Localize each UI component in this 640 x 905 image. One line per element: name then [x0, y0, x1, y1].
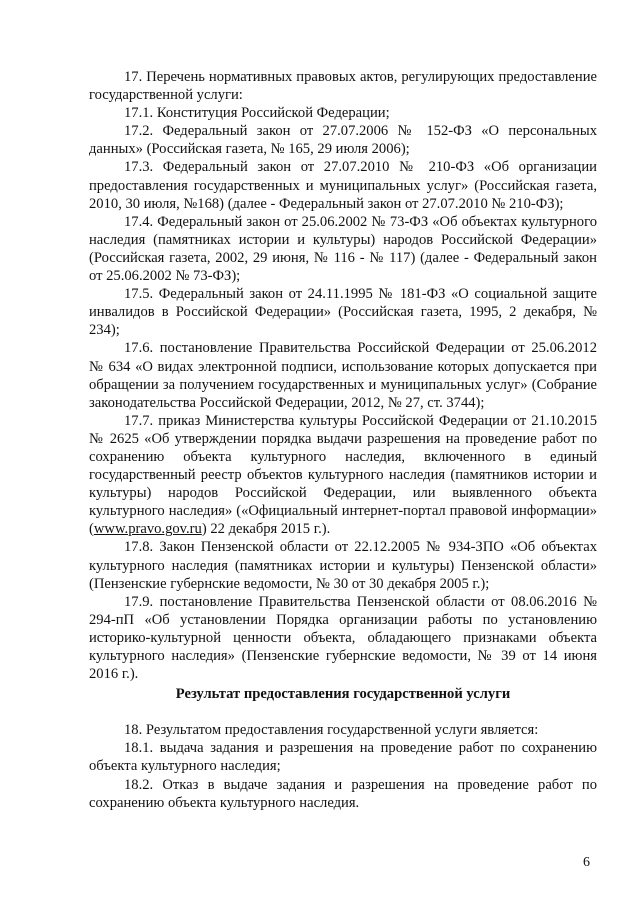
paragraph-17-8: 17.8. Закон Пензенской области от 22.12.2005 № 934-ЗПО «Об объектах культурного наследия (памятниках истории и культуры) Пензенской области» (Пензенские губернские ведомости, № 30 от 30 декабря 2005 г.); [89, 539, 597, 592]
paragraph-17-6: 17.6. постановление Правительства Российской Федерации от 25.06.2012 № 634 «О видах электронной подписи, использование которых допускается при обращении за получением государственных и муниципальных услуг» (Собрание законодательства Российской Федерации, 2012, № 27, ст. 3744); [89, 340, 597, 411]
paragraph-18-2: 18.2. Отказ в выдаче задания и разрешения на проведение работ по сохранению объекта культурного наследия. [89, 776, 597, 811]
pravo-gov-link[interactable]: www.pravo.gov.ru [93, 521, 202, 538]
paragraph-17-1: 17.1. Конституция Российской Федерации; [124, 105, 390, 122]
paragraph-17-4: 17.4. Федеральный закон от 25.06.2002 № 73-ФЗ «Об объектах культурного наследия (памятниках истории и культуры) народов Российской Федерации» (Российская газета, 2002, 29 июня, № 116 - № 117) (далее - Федеральный закон от 25.06.2002 № 73-ФЗ); [89, 213, 597, 285]
paragraph-17-7-text-end: ) 22 декабря 2015 г.). [201, 521, 331, 538]
section-heading: Результат предоставления государственной услуги [175, 686, 511, 703]
paragraph-18: 18. Результатом предоставления государственной услуги является: [124, 722, 539, 739]
paragraph-17-9: 17.9. постановление Правительства Пензенской области от 08.06.2016 № 294-пП «Об установлении Порядка организации работы по установлению историко-культурной ценности объекта, обладающего признаками объекта культурного наследия» (Пензенские губернские ведомости, № 39 от 14 июня 2016 г.). [89, 593, 597, 683]
document-body [89, 68, 597, 812]
page-number: 6 [583, 855, 590, 870]
paragraph-17-2: 17.2. Федеральный закон от 27.07.2006 № 152-ФЗ «О персональных данных» (Российская газета, № 165, 29 июля 2006); [89, 123, 597, 158]
paragraph-17-7-text: 17.7. приказ Министерства культуры Российской Федерации от 21.10.2015 № 2625 «Об утверждении порядка выдачи разрешения на проведение работ по сохранению объекта культурного наследия, включенного в единый государственный реестр объектов культурного наследия (памятников истории и культуры) народов Российской Федерации, или выявленного объекта культурного наследия» («Официальный интернет-портал правовой информации» ( [89, 412, 597, 538]
paragraph-17-3: 17.3. Федеральный закон от 27.07.2010 № 210-ФЗ «Об организации предоставления государственных и муниципальных услуг» (Российская газета, 2010, 30 июля, №168) (далее - Федеральный закон от 27.07.2010 № 210-ФЗ); [89, 159, 597, 212]
paragraph-18-1: 18.1. выдача задания и разрешения на проведение работ по сохранению объекта культурного наследия; [89, 740, 597, 775]
paragraph-17: 17. Перечень нормативных правовых актов, регулирующих предоставление государственной услуги: [89, 69, 597, 104]
paragraph-17-5: 17.5. Федеральный закон от 24.11.1995 № 181-ФЗ «О социальной защите инвалидов в Российской Федерации» (Российская газета, 1995, 2 декабря, № 234); [89, 286, 597, 339]
paragraph-17-7 [89, 412, 597, 539]
